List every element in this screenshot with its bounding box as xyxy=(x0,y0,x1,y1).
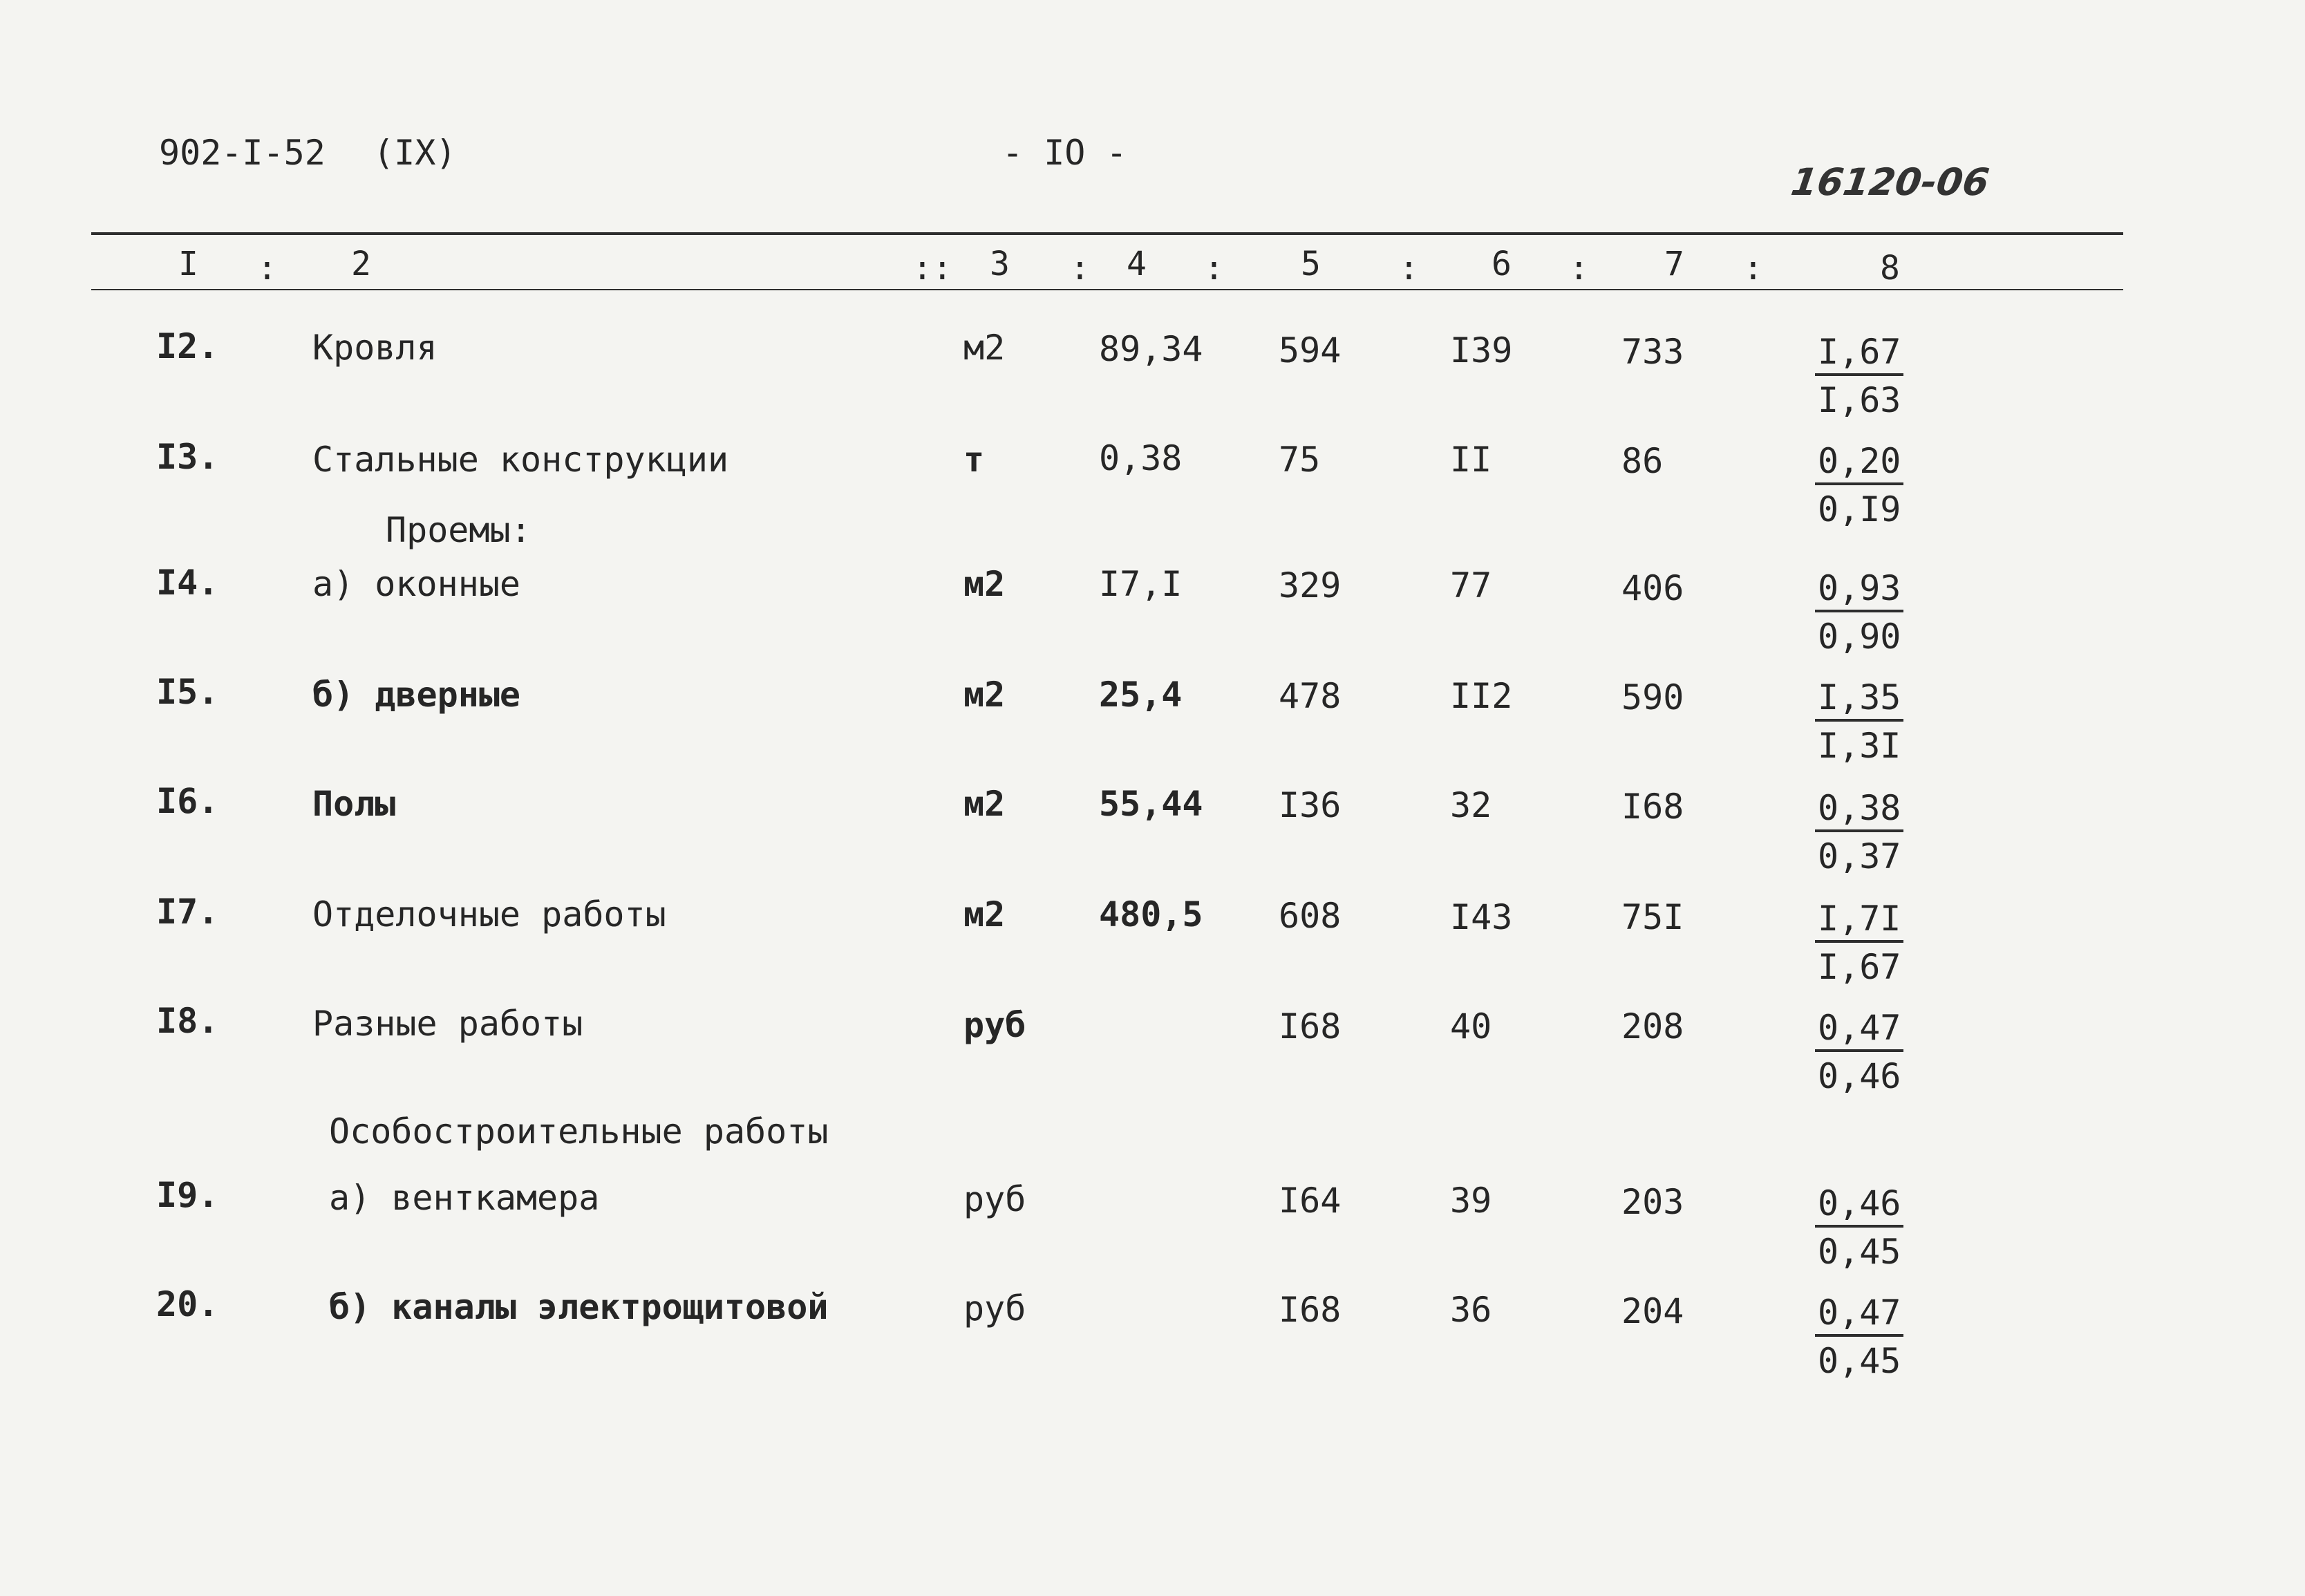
unit: т xyxy=(963,440,985,480)
fraction-numerator: 0,20 xyxy=(1815,444,1903,485)
column-header-4: 4 xyxy=(1127,245,1147,283)
unit: руб xyxy=(963,1179,1026,1219)
unit: м2 xyxy=(963,894,1006,935)
value-col5: I36 xyxy=(1279,785,1342,825)
fraction-col8 xyxy=(1815,441,1919,529)
work-name: Полы xyxy=(312,784,396,824)
quantity: 480,5 xyxy=(1099,894,1203,935)
value-col6: I39 xyxy=(1450,330,1513,370)
fraction-col8 xyxy=(1815,1293,1919,1381)
row-number: I2. xyxy=(156,326,219,366)
fraction-denominator: 0,I9 xyxy=(1818,489,1901,529)
quantity: 55,44 xyxy=(1099,784,1203,824)
value-col5: 608 xyxy=(1279,896,1342,936)
value-col5: 478 xyxy=(1279,676,1342,716)
header-bottom-rule xyxy=(91,289,2123,290)
column-separator: : xyxy=(1743,249,1763,288)
quantity: I7,I xyxy=(1099,564,1183,604)
fraction-numerator: 0,46 xyxy=(1815,1186,1903,1228)
value-col5: 594 xyxy=(1279,330,1342,370)
column-separator: : xyxy=(1070,249,1090,288)
value-col7: 203 xyxy=(1621,1182,1684,1222)
column-separator: : xyxy=(1204,249,1224,288)
work-name: а) венткамера xyxy=(329,1178,600,1218)
row-number: I3. xyxy=(156,437,219,477)
column-header-3: 3 xyxy=(990,245,1010,283)
row-number: I9. xyxy=(156,1175,219,1215)
fraction-numerator: 0,47 xyxy=(1815,1011,1903,1052)
value-col6: 36 xyxy=(1450,1290,1492,1330)
value-col6: 77 xyxy=(1450,565,1492,605)
value-col7: 590 xyxy=(1621,677,1684,717)
value-col6: 40 xyxy=(1450,1006,1492,1046)
value-col5: 75 xyxy=(1279,440,1321,480)
column-separator: : xyxy=(1399,249,1419,288)
fraction-col8 xyxy=(1815,332,1919,420)
quantity: 0,38 xyxy=(1099,438,1183,478)
group-heading: Особостроительные работы xyxy=(329,1111,829,1152)
value-col5: I68 xyxy=(1279,1006,1342,1046)
row-number: I7. xyxy=(156,892,219,932)
value-col7: I68 xyxy=(1621,787,1684,827)
work-name: Разные работы xyxy=(312,1004,583,1044)
unit: м2 xyxy=(963,675,1006,715)
row-number: I4. xyxy=(156,563,219,603)
value-col6: I43 xyxy=(1450,897,1513,937)
work-name: б) дверные xyxy=(312,675,521,715)
document-code: 902-I-52 xyxy=(159,133,326,173)
work-name: Стальные конструкции xyxy=(312,440,729,480)
row-number: I5. xyxy=(156,672,219,712)
fraction-col8 xyxy=(1815,568,1919,657)
work-name: Кровля xyxy=(312,328,438,368)
fraction-col8 xyxy=(1815,677,1919,766)
fraction-denominator: I,67 xyxy=(1818,947,1901,987)
fraction-numerator: 0,93 xyxy=(1815,571,1903,612)
value-col5: 329 xyxy=(1279,565,1342,605)
quantity: 25,4 xyxy=(1099,675,1183,715)
value-col7: 208 xyxy=(1621,1006,1684,1046)
fraction-denominator: 0,45 xyxy=(1818,1232,1901,1272)
work-name: а) оконные xyxy=(312,564,521,604)
column-header-1: I xyxy=(178,245,198,283)
value-col7: 75I xyxy=(1621,897,1684,937)
fraction-denominator: 0,46 xyxy=(1818,1056,1901,1096)
unit: руб xyxy=(963,1288,1026,1329)
column-header-5: 5 xyxy=(1301,245,1321,283)
work-name: Отделочные работы xyxy=(312,894,666,935)
fraction-denominator: I,3I xyxy=(1818,726,1901,766)
value-col6: II xyxy=(1450,440,1492,480)
column-header-6: 6 xyxy=(1492,245,1512,283)
row-number: I8. xyxy=(156,1001,219,1041)
fraction-col8 xyxy=(1815,1183,1919,1272)
fraction-numerator: 0,47 xyxy=(1815,1295,1903,1337)
fraction-numerator: 0,38 xyxy=(1815,791,1903,832)
value-col7: 86 xyxy=(1621,441,1664,481)
value-col6: 39 xyxy=(1450,1181,1492,1221)
fraction-denominator: 0,90 xyxy=(1818,617,1901,657)
document-part: (IX) xyxy=(373,133,457,173)
column-header-2: 2 xyxy=(351,245,371,283)
value-col6: II2 xyxy=(1450,676,1513,716)
fraction-col8 xyxy=(1815,788,1919,876)
column-separator: : xyxy=(257,249,277,288)
fraction-denominator: 0,45 xyxy=(1818,1341,1901,1381)
column-separator: :: xyxy=(912,249,952,288)
row-number: 20. xyxy=(156,1284,219,1324)
column-header-8: 8 xyxy=(1880,249,1900,288)
quantity: 89,34 xyxy=(1099,329,1203,369)
column-header-7: 7 xyxy=(1664,245,1684,283)
group-heading: Проемы: xyxy=(386,510,531,550)
handwritten-reference-number: 16120-06 xyxy=(1788,160,1992,204)
fraction-col8 xyxy=(1815,1008,1919,1096)
value-col6: 32 xyxy=(1450,785,1492,825)
value-col7: 733 xyxy=(1621,332,1684,372)
fraction-denominator: I,63 xyxy=(1818,380,1901,420)
fraction-col8 xyxy=(1815,899,1919,987)
fraction-numerator: I,35 xyxy=(1815,680,1903,722)
row-number: I6. xyxy=(156,781,219,821)
unit: м2 xyxy=(963,328,1006,368)
unit: руб xyxy=(963,1005,1026,1045)
value-col5: I68 xyxy=(1279,1290,1342,1330)
unit: м2 xyxy=(963,564,1006,604)
fraction-numerator: I,67 xyxy=(1815,335,1903,376)
value-col7: 204 xyxy=(1621,1291,1684,1331)
value-col7: 406 xyxy=(1621,568,1684,608)
column-separator: : xyxy=(1569,249,1589,288)
fraction-numerator: I,7I xyxy=(1815,901,1903,943)
value-col5: I64 xyxy=(1279,1181,1342,1221)
unit: м2 xyxy=(963,784,1006,824)
fraction-denominator: 0,37 xyxy=(1818,836,1901,876)
header-top-rule xyxy=(91,232,2123,235)
page-number: - IO - xyxy=(1002,133,1127,173)
work-name: б) каналы электрощитовой xyxy=(329,1287,829,1327)
